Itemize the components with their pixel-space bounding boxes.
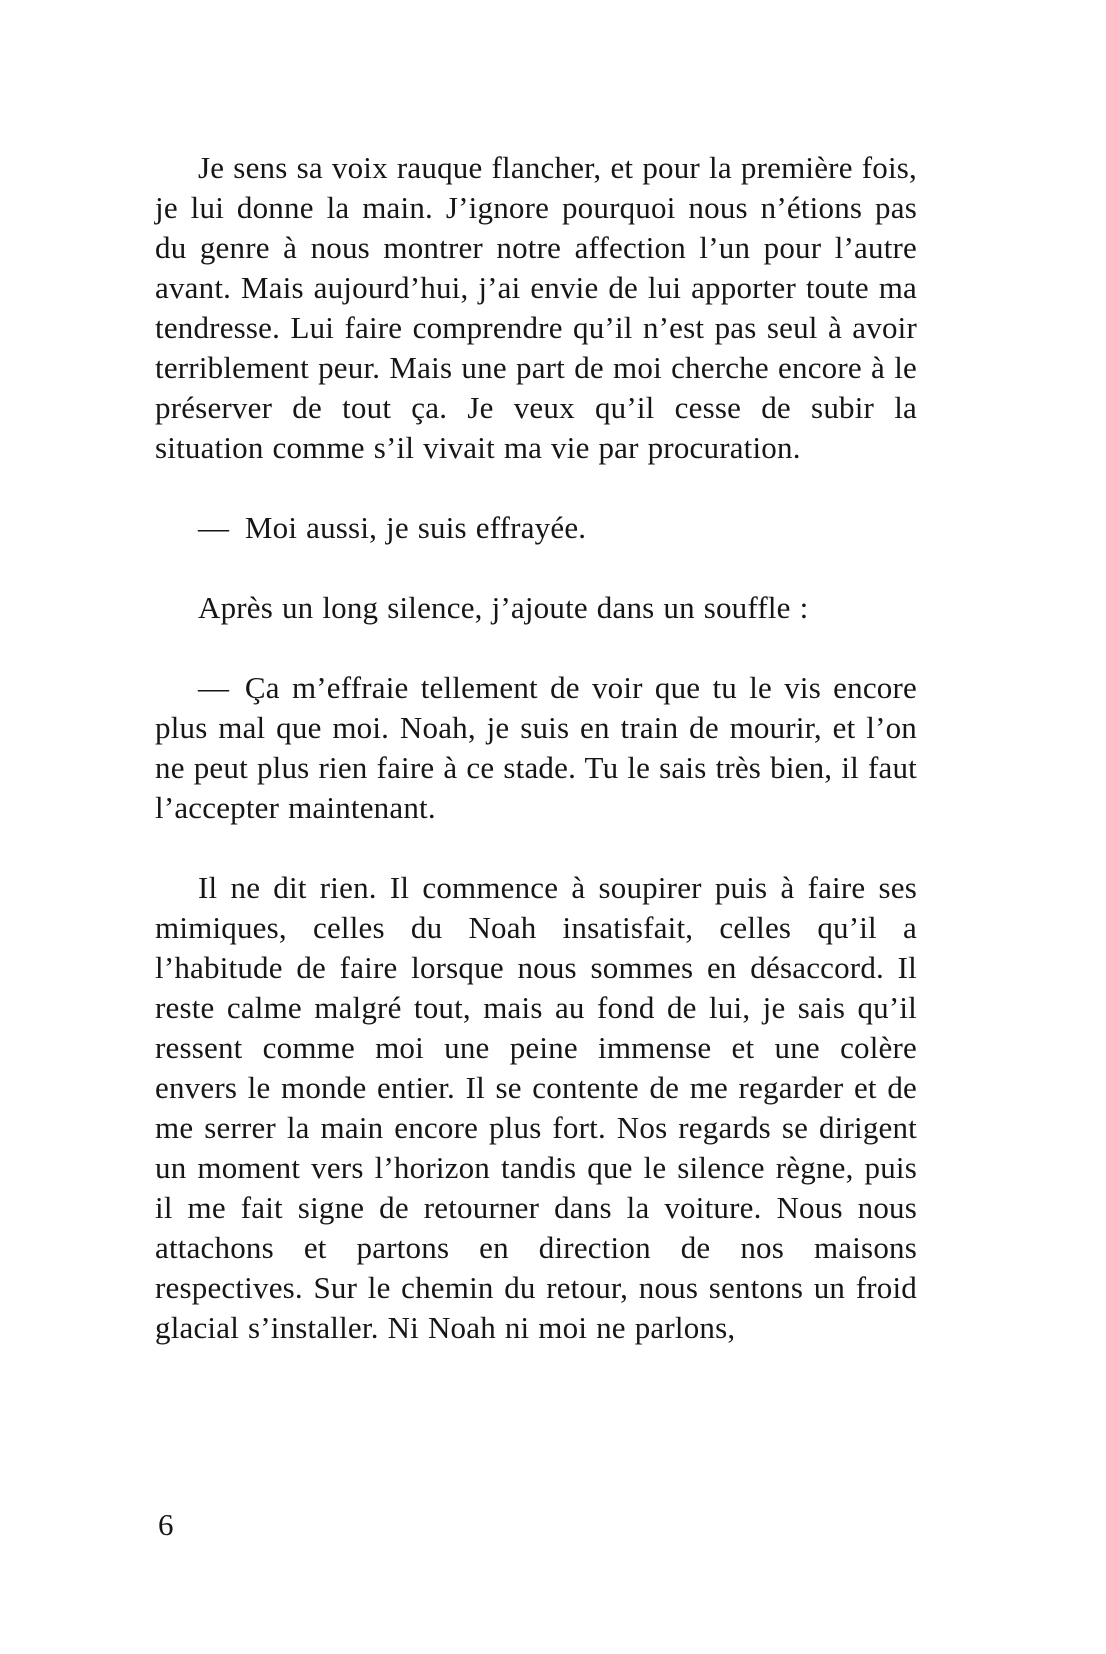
prose-paragraph: Il ne dit rien. Il commence à soupirer puis à faire ses mimiques, celles du Noah insatisfait, celles qu’il a l’habitude de faire lorsque nous sommes en désaccord. Il reste calme malgré tout, mais au fond de lui, je sais qu’il ressent comme moi une peine immense et une colère envers le monde entier. Il se contente de me regarder et de me serrer la main encore plus fort. Nos regards se dirigent un moment vers l’horizon tandis que le silence règne, puis il me fait signe de retourner dans la voiture. Nous nous attachons et partons en direction de nos maisons respectives. Sur le chemin du retour, nous sentons un froid glacial s’installer. Ni Noah ni moi ne parlons, <box>155 870 917 1345</box>
prose-paragraph: Après un long silence, j’ajoute dans un souffle : <box>198 590 809 625</box>
page-number: 6 <box>158 1507 174 1542</box>
page-text <box>155 148 917 1348</box>
prose-paragraph: Je sens sa voix rauque flancher, et pour la première fois, je lui donne la main. J’ignore pourquoi nous n’étions pas du genre à nous montrer notre affection l’un pour l’autre avant. Mais aujourd’hui, j’ai envie de lui apporter toute ma tendresse. Lui faire comprendre qu’il n’est pas seul à avoir terriblement peur. Mais une part de moi cherche encore à le préserver de tout ça. Je veux qu’il cesse de subir la situation comme s’il vivait ma vie par procuration. <box>155 150 917 465</box>
dialogue-paragraph: — Ça m’effraie tellement de voir que tu le vis encore plus mal que moi. Noah, je suis en train de mourir, et l’on ne peut plus rien faire à ce stade. Tu le sais très bien, il faut l’accepter maintenant. <box>155 670 917 825</box>
dialogue-paragraph: — Moi aussi, je suis effrayée. <box>198 510 587 545</box>
